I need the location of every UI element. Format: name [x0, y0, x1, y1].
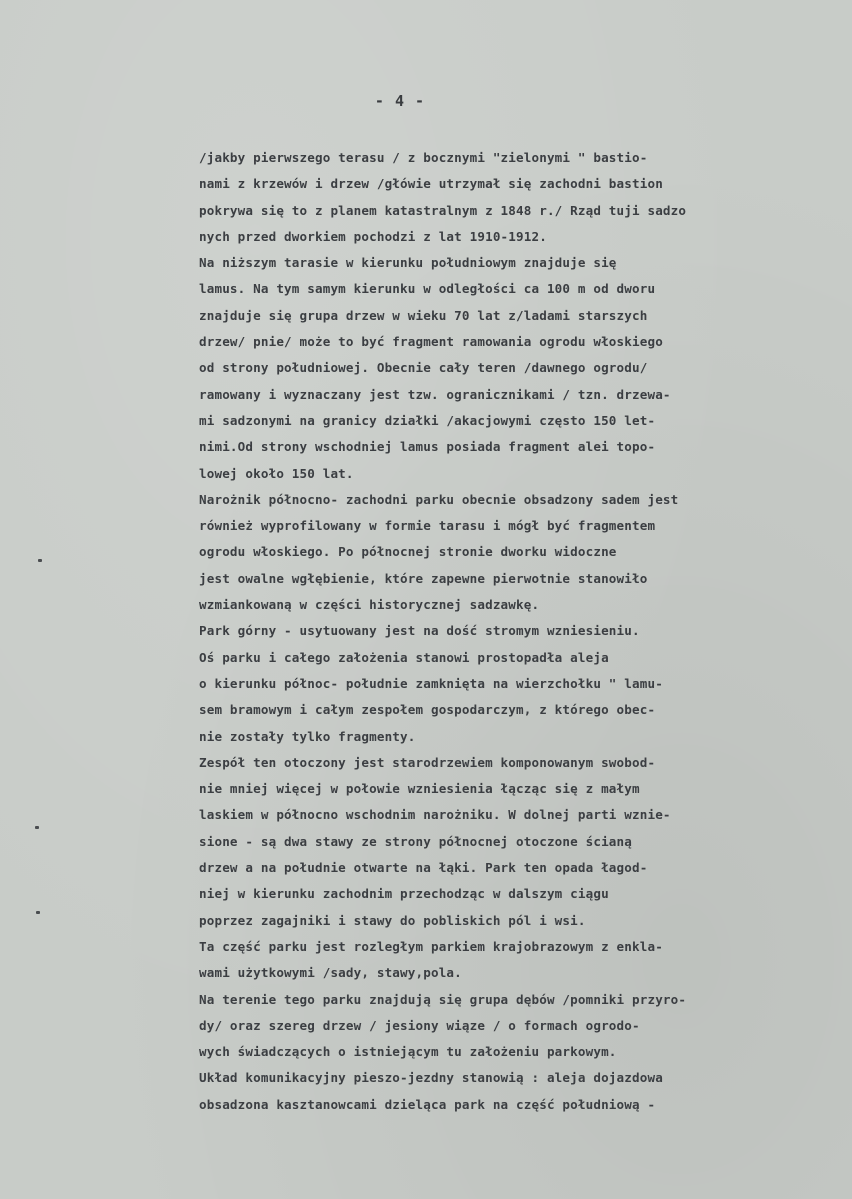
text-line: drzew a na południe otwarte na łąki. Park ten opada łagod-	[199, 860, 648, 876]
text-line: od strony południowej. Obecnie cały teren /dawnego ogrodu/	[199, 360, 648, 376]
text-line: nie mniej więcej w połowie wzniesienia łącząc się z małym	[199, 781, 640, 797]
text-line: również wyprofilowany w formie tarasu i mógł być fragmentem	[199, 518, 656, 534]
margin-mark	[36, 911, 40, 914]
text-line: znajduje się grupa drzew w wieku 70 lat z/ladami starszych	[199, 307, 648, 323]
text-line: wzmiankowaną w części historycznej sadzawkę.	[199, 597, 540, 613]
text-line: nych przed dworkiem pochodzi z lat 1910-1912.	[199, 228, 547, 244]
text-line: wych świadczących o istniejącym tu założeniu parkowym.	[199, 1044, 617, 1060]
text-line: jest owalne wgłębienie, które zapewne pierwotnie stanowiło	[199, 570, 648, 586]
text-line: sione - są dwa stawy ze strony północnej otoczone ścianą	[199, 833, 632, 849]
text-line: ogrodu włoskiego. Po północnej stronie dworku widoczne	[199, 544, 617, 560]
text-line: Na niższym tarasie w kierunku południowym znajduje się	[199, 255, 617, 271]
text-line: ramowany i wyznaczany jest tzw. ogranicznikami / tzn. drzewa-	[199, 386, 671, 402]
text-line: Narożnik północno- zachodni parku obecnie obsadzony sadem jest	[199, 491, 679, 507]
text-line: lowej około 150 lat.	[199, 465, 354, 481]
text-line: drzew/ pnie/ może to być fragment ramowania ogrodu włoskiego	[199, 334, 663, 350]
text-line: dy/ oraz szereg drzew / jesiony wiąze / o formach ogrodo-	[199, 1017, 640, 1033]
text-line: Ta część parku jest rozległym parkiem krajobrazowym z enkla-	[199, 938, 663, 954]
text-line: poprzez zagajniki i stawy do pobliskich pól i wsi.	[199, 912, 586, 928]
text-line: laskiem w północno wschodnim narożniku. W dolnej parti wznie-	[199, 807, 671, 823]
text-line: o kierunku północ- południe zamknięta na wierzchołku " lamu-	[199, 675, 663, 691]
text-line: niej w kierunku zachodnim przechodząc w dalszym ciągu	[199, 886, 609, 902]
page-number: - 4 -	[374, 92, 426, 110]
text-line: Park górny - usytuowany jest na dość stromym wzniesieniu.	[199, 623, 640, 639]
text-line: /jakby pierwszego terasu / z bocznymi "zielonymi " bastio-	[199, 150, 648, 165]
margin-mark	[38, 559, 42, 562]
text-line: sem bramowym i całym zespołem gospodarczym, z którego obec-	[199, 702, 656, 718]
text-line: lamus. Na tym samym kierunku w odległości ca 100 m od dworu	[199, 281, 656, 297]
text-line: nie zostały tylko fragmenty.	[199, 728, 416, 744]
text-line: obsadzona kasztanowcami dzieląca park na część południową -	[199, 1096, 656, 1112]
text-line: Oś parku i całego założenia stanowi prostopadła aleja	[199, 649, 609, 665]
text-line: Układ komunikacyjny pieszo-jezdny stanowią : aleja dojazdowa	[199, 1070, 663, 1086]
text-line: Na terenie tego parku znajdują się grupa dębów /pomniki przyro-	[199, 991, 687, 1007]
text-line: mi sadzonymi na granicy działki /akacjowymi często 150 let-	[199, 412, 656, 428]
text-line: nimi.Od strony wschodniej lamus posiada fragment alei topo-	[199, 439, 656, 455]
body-text	[199, 145, 847, 1118]
margin-mark	[35, 826, 39, 829]
text-line: pokrywa się to z planem katastralnym z 1848 r./ Rząd tuji sadzo	[199, 202, 687, 218]
text-line: wami użytkowymi /sady, stawy,pola.	[199, 965, 462, 981]
text-line: Zespół ten otoczony jest starodrzewiem komponowanym swobod-	[199, 754, 656, 770]
text-line: nami z krzewów i drzew /główie utrzymał się zachodni bastion	[199, 176, 663, 192]
